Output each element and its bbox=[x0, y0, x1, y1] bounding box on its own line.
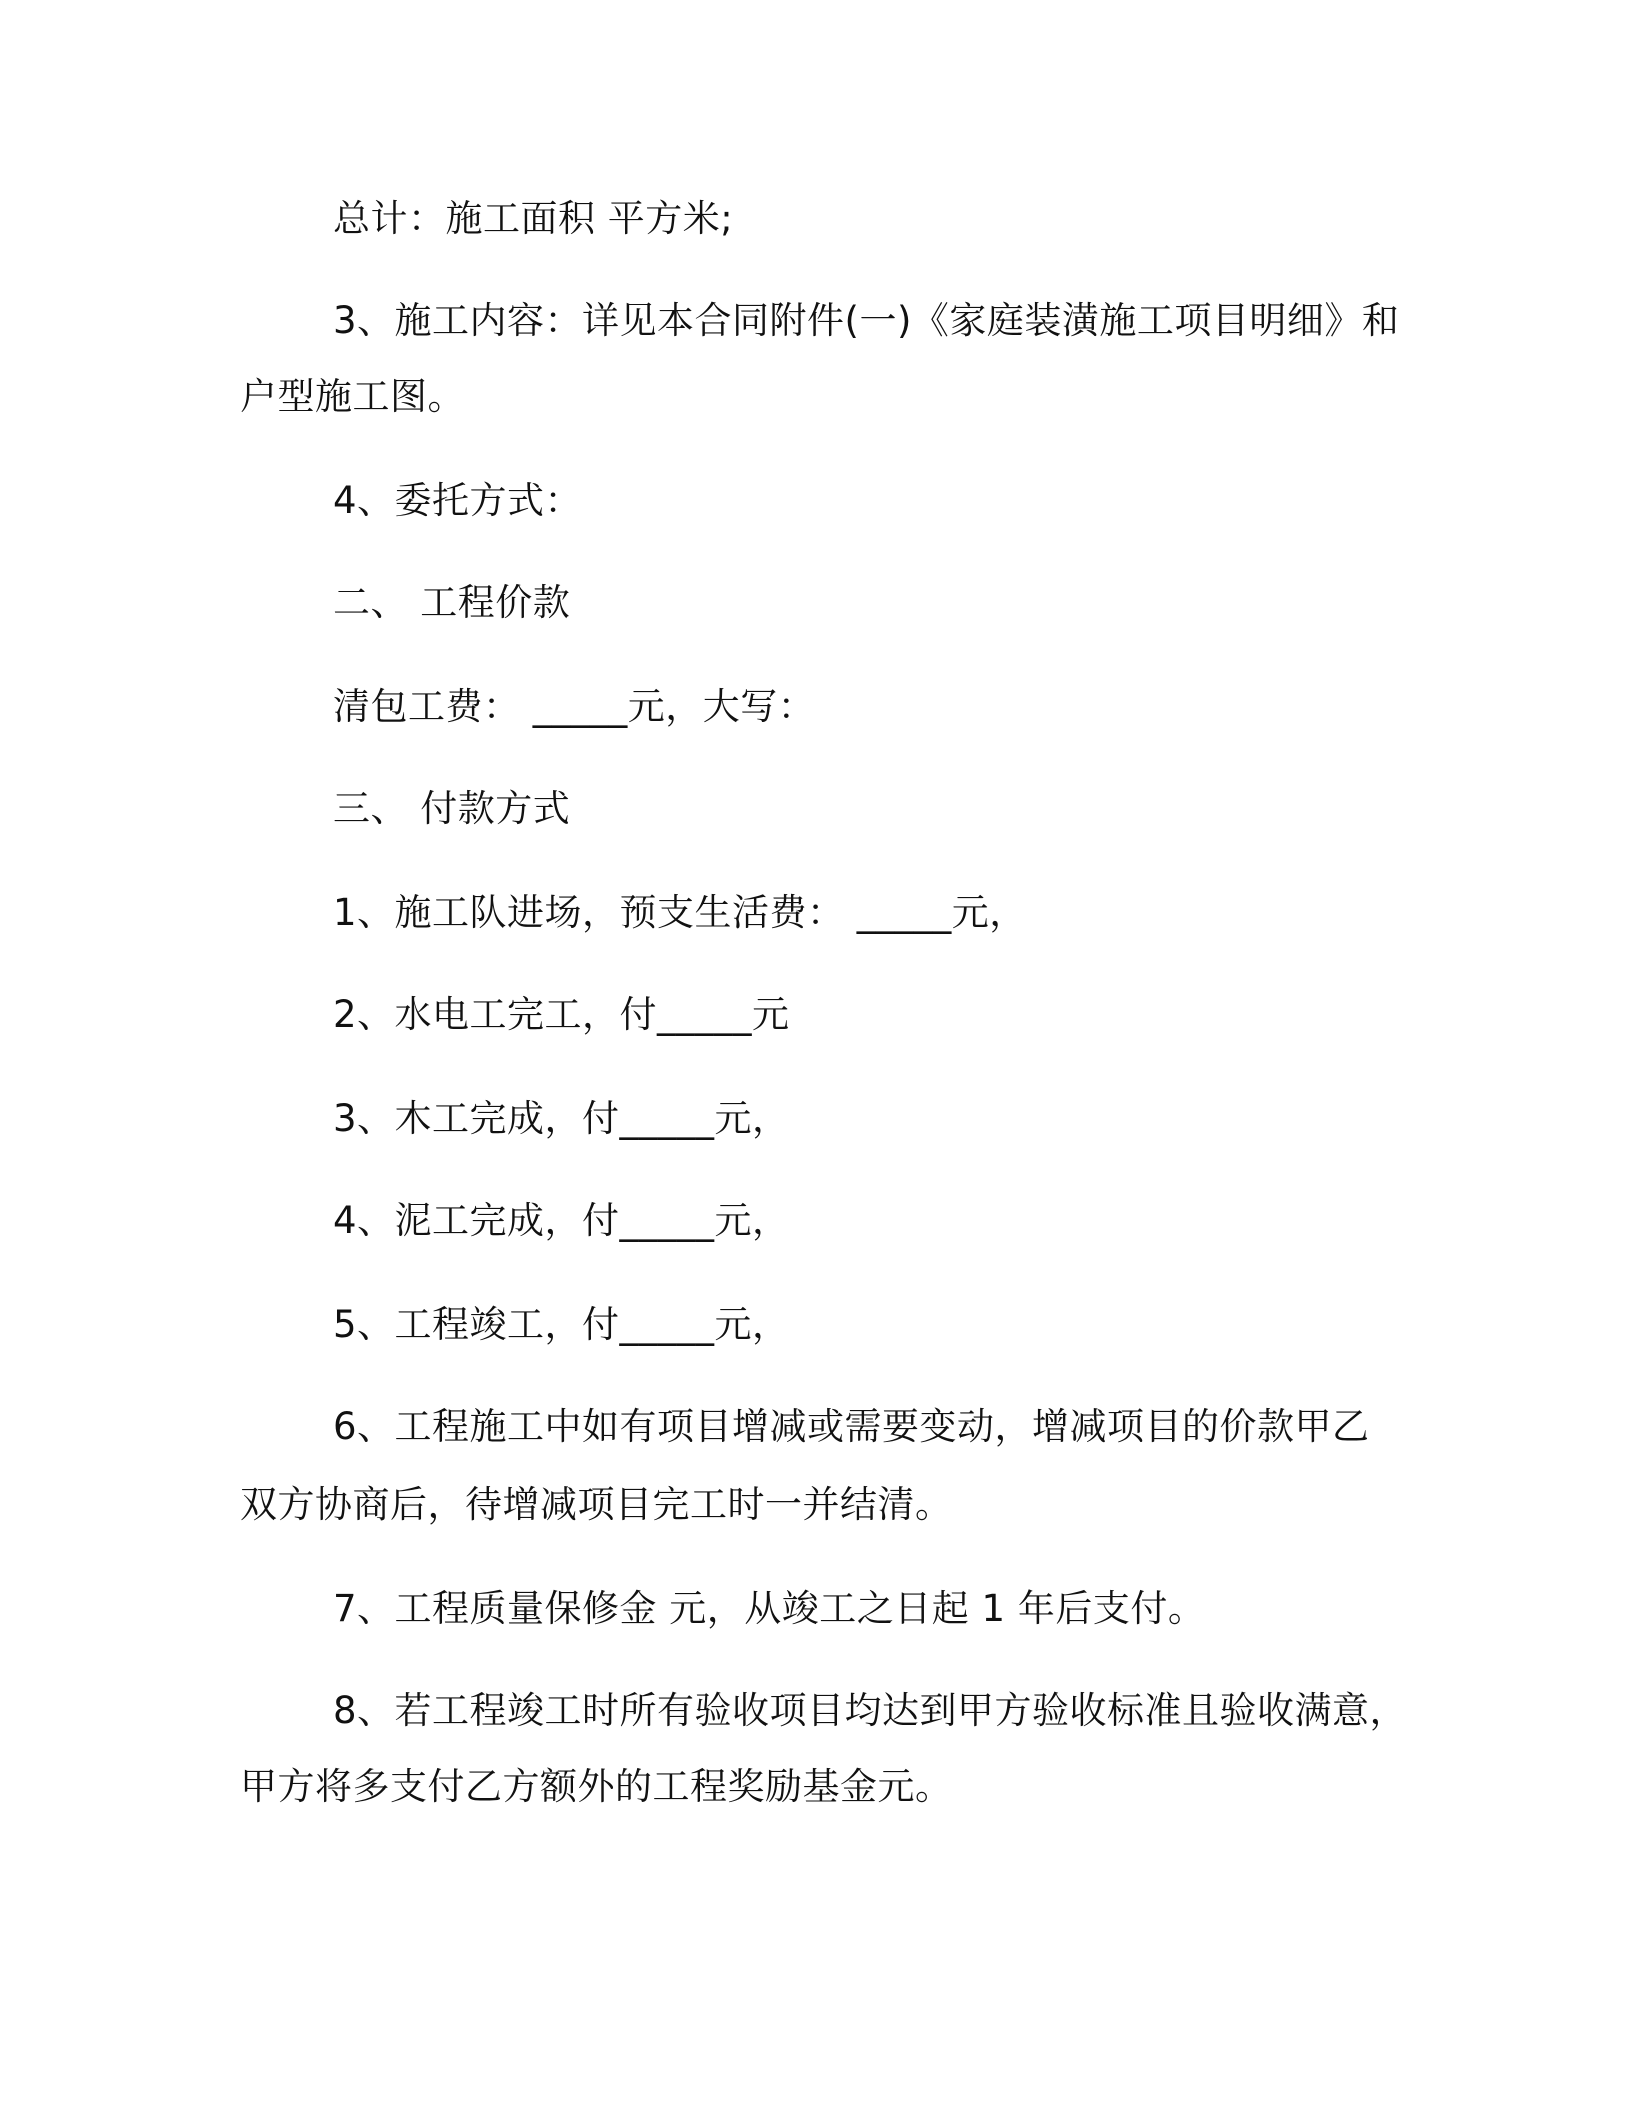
payment-6-line-2: 双方协商后，待增减项目完工时一并结清。 bbox=[240, 1483, 953, 1526]
payment-4-line: 4、泥工完成，付_____元， bbox=[333, 1199, 790, 1242]
payment-3-line: 3、木工完成，付_____元， bbox=[333, 1097, 790, 1140]
payment-5-line: 5、工程竣工，付_____元， bbox=[333, 1303, 790, 1346]
construction-content-line-1: 3、施工内容：详见本合同附件(一)《家庭装潢施工项目明细》和 bbox=[333, 299, 1400, 342]
construction-content-line-2: 户型施工图。 bbox=[240, 375, 465, 418]
payment-8-line-2: 甲方将多支付乙方额外的工程奖励基金元。 bbox=[240, 1765, 953, 1808]
commission-method-line: 4、委托方式： bbox=[333, 479, 583, 522]
total-area-line: 总计：施工面积 平方米; bbox=[333, 197, 734, 240]
section-2-heading: 二、 工程价款 bbox=[333, 581, 571, 624]
payment-8-line-1: 8、若工程竣工时所有验收项目均达到甲方验收标准且验收满意， bbox=[333, 1689, 1408, 1732]
payment-6-line-1: 6、工程施工中如有项目增减或需要变动，增减项目的价款甲乙 bbox=[333, 1405, 1370, 1448]
payment-7-line: 7、工程质量保修金 元，从竣工之日起 1 年后支付。 bbox=[333, 1587, 1206, 1630]
payment-2-line: 2、水电工完工，付_____元 bbox=[333, 993, 790, 1036]
labor-fee-line: 清包工费： _____元，大写： bbox=[333, 685, 816, 728]
payment-1-line: 1、施工队进场，预支生活费： _____元， bbox=[333, 891, 1027, 934]
section-3-heading: 三、 付款方式 bbox=[333, 787, 571, 830]
